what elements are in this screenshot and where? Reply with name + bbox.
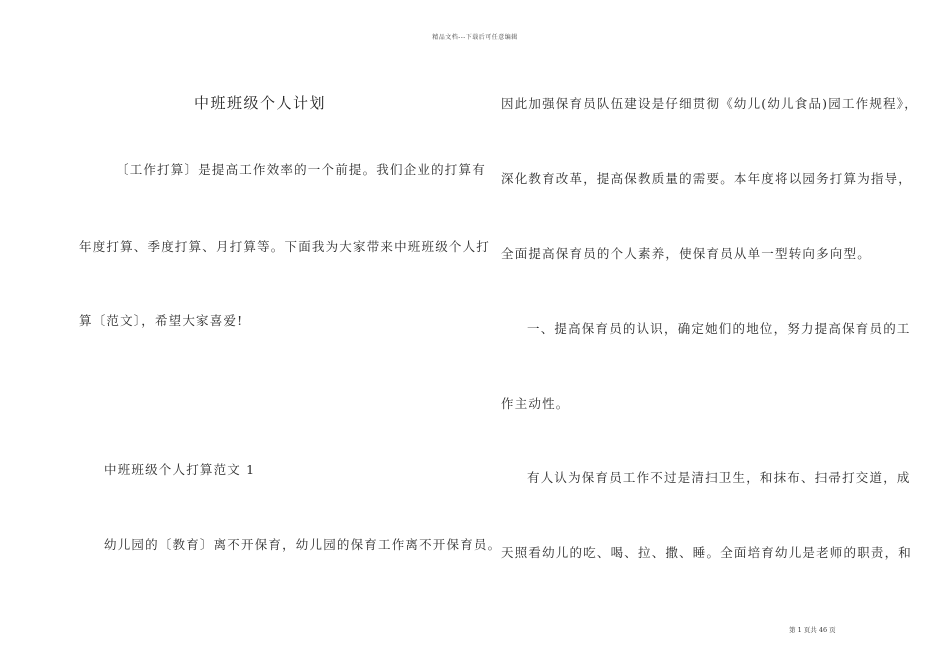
paragraph-line: 因此加强保育员队伍建设是仔细贯彻《幼儿(幼儿食品)园工作规程》， [501,96,918,111]
paragraph-line: 年度打算、季度打算、月打算等。下面我为大家带来中班班级个人打 [79,239,491,254]
paragraph-line: 幼儿园的〔教育〕离不开保育，幼儿园的保育工作离不开保育员。 [104,537,502,552]
paragraph-line: 有人认为保育员工作不过是清扫卫生，和抹布、扫帚打交道，成 [527,470,911,485]
paragraph-line: 算〔范文〕，希望大家喜爱! [79,313,244,328]
page-number: 第 1 页共 46 页 [789,626,836,634]
paragraph-line: 作主动性。 [501,396,570,411]
paragraph-line: 全面提高保育员的个人素养，使保育员从单一型转向多向型。 [501,246,871,261]
paragraph-line: 天照看幼儿的吃、喝、拉、撒、睡。全面培育幼儿是老师的职责，和 [501,545,913,560]
paragraph-line: 一、提高保育员的认识，确定她们的地位，努力提高保育员的工 [527,321,911,336]
document-title: 中班班级个人计划 [194,94,327,112]
section-heading: 中班班级个人打算范文 1 [104,462,256,477]
paragraph-line: 〔工作打算〕是提高工作效率的一个前提。我们企业的打算有 [116,162,486,177]
header-note: 精品文档---下载后可任意编辑 [432,34,518,41]
paragraph-line: 深化教育改革，提高保教质量的需要。本年度将以园务打算为指导， [501,171,913,186]
